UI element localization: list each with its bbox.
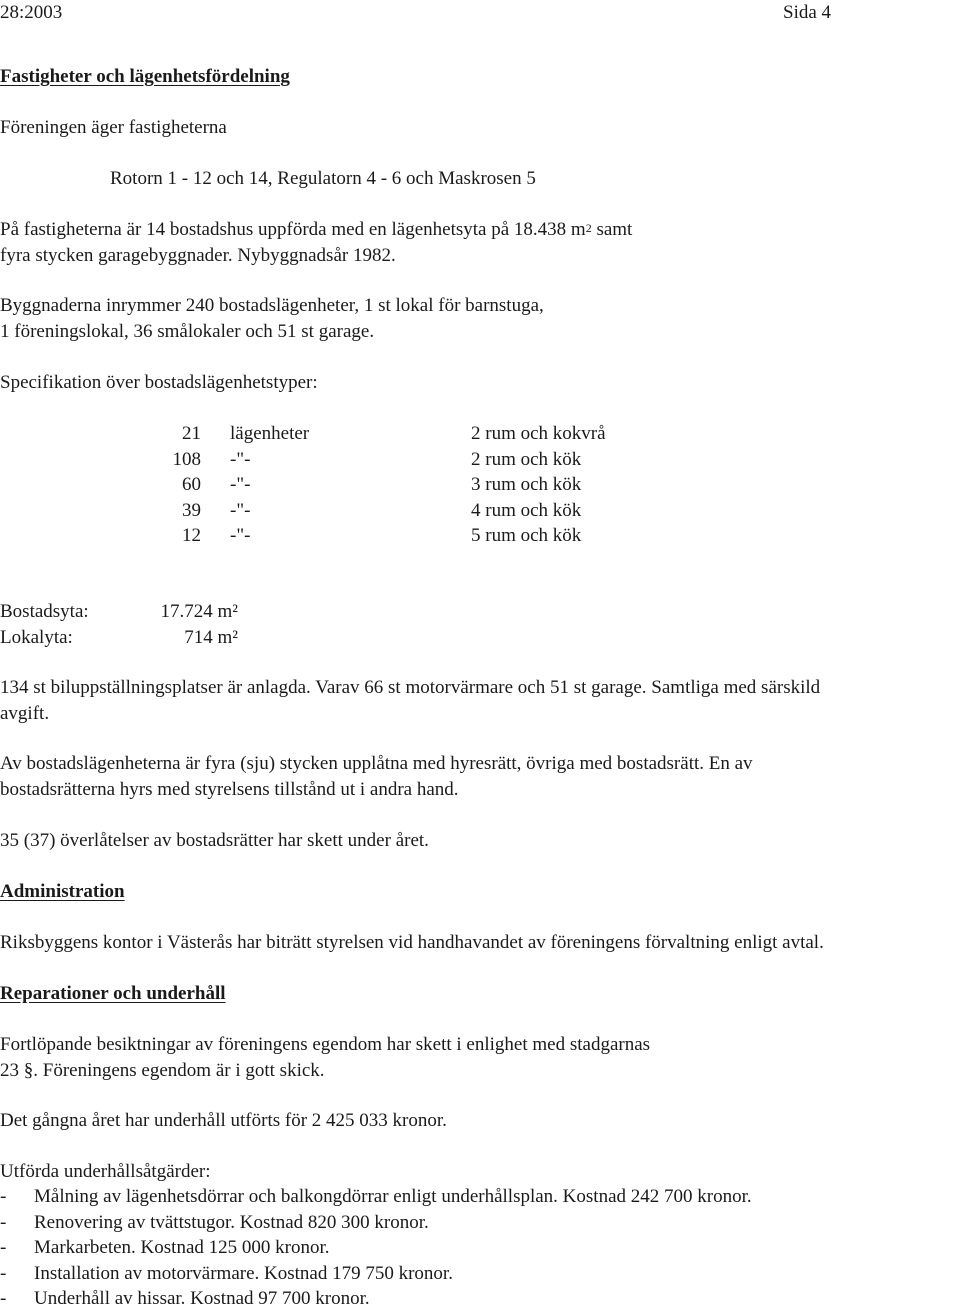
measures-label: Utförda underhållsåtgärder:	[0, 1161, 211, 1182]
list-item	[0, 1184, 752, 1210]
tenure-line1: Av bostadslägenheterna är fyra (sju) stycken upplåtna med hyresrätt, övriga med bostadsrätt. En av	[0, 753, 753, 774]
contents-paragraph	[0, 293, 544, 344]
apartment-unit: -"-	[230, 474, 251, 495]
apartment-type: 3 rum och kök	[471, 474, 582, 495]
square-superscript: 2	[585, 221, 592, 235]
apartment-type: 2 rum och kök	[471, 448, 582, 470]
parking-paragraph	[0, 675, 820, 726]
buildings-text-a: På fastigheterna är 14 bostadshus uppförda med en lägenhetsyta på 18.438 m	[0, 219, 586, 240]
area-value: 17.724 m²	[160, 601, 238, 622]
buildings-text-b: samt	[591, 219, 633, 240]
apartment-count: 60	[182, 474, 201, 495]
transfers-text: 35 (37) överlåtelser av bostadsrätter har skett under året.	[0, 830, 429, 851]
area-label: Bostadsyta:	[0, 601, 89, 622]
buildings-paragraph	[0, 217, 632, 268]
measure-text: Installation av motorvärmare. Kostnad 179 750 kronor.	[34, 1262, 453, 1284]
buildings-text-line2: fyra stycken garagebyggnader. Nybyggnadsår 1982.	[0, 244, 396, 266]
inspection-line1: Fortlöpande besiktningar av föreningens egendom har skett i enlighet med stadgarnas	[0, 1034, 651, 1055]
apartment-unit: lägenheter	[230, 423, 310, 444]
apartment-unit: -"-	[230, 448, 251, 470]
apartment-count: 39	[182, 499, 201, 521]
apartment-count: 12	[182, 525, 201, 546]
parking-line1: 134 st biluppställningsplatser är anlagda. Varav 66 st motorvärmare och 51 st garage. Samtliga med särskild	[0, 677, 821, 698]
measure-text: Markarbeten. Kostnad 125 000 kronor.	[34, 1237, 330, 1258]
measures-list	[0, 1184, 752, 1312]
parking-line2: avgift.	[0, 702, 50, 724]
apartment-type: 5 rum och kök	[471, 525, 582, 546]
tenure-line2: bostadsrätterna hyrs med styrelsens tillstånd ut i andra hand.	[0, 778, 459, 800]
document-number: 28:2003	[0, 2, 63, 23]
table-row	[0, 599, 238, 625]
tenure-paragraph	[0, 751, 753, 802]
list-item	[0, 1286, 752, 1312]
area-label: Lokalyta:	[0, 626, 73, 648]
page-number: Sida 4	[783, 2, 832, 23]
apartment-types-table	[165, 421, 606, 549]
specification-label: Specifikation över bostadslägenhetstyper:	[0, 372, 318, 393]
apartment-count: 21	[182, 423, 201, 444]
apartment-unit: -"-	[230, 499, 251, 521]
apartment-type: 4 rum och kök	[471, 499, 582, 521]
table-row	[165, 472, 606, 498]
bullet-dash: -	[0, 1211, 7, 1233]
measure-text: Målning av lägenhetsdörrar och balkongdörrar enligt underhållsplan. Kostnad 242 700 kronor.	[34, 1186, 752, 1207]
table-row	[165, 447, 606, 473]
apartment-count: 108	[172, 448, 201, 470]
table-row	[165, 498, 606, 524]
inspection-paragraph	[0, 1032, 650, 1083]
inspection-line2: 23 §. Föreningens egendom är i gott skick.	[0, 1059, 325, 1081]
contents-line1: Byggnaderna inrymmer 240 bostadslägenheter, 1 st lokal för barnstuga,	[0, 295, 544, 316]
table-row	[165, 421, 606, 447]
table-row	[165, 523, 606, 549]
bullet-dash: -	[0, 1262, 7, 1284]
bullet-dash: -	[0, 1237, 7, 1258]
administration-text: Riksbyggens kontor i Västerås har biträtt styrelsen vid handhavandet av föreningens förvaltning enligt avtal.	[0, 932, 824, 953]
measure-text: Renovering av tvättstugor. Kostnad 820 300 kronor.	[34, 1211, 429, 1233]
area-value: 714 m²	[184, 626, 238, 648]
apartment-unit: -"-	[230, 525, 251, 546]
section-heading-administration: Administration	[0, 881, 125, 902]
bullet-dash: -	[0, 1288, 7, 1309]
list-item	[0, 1210, 752, 1236]
table-row	[0, 625, 238, 651]
area-table	[0, 599, 238, 650]
list-item	[0, 1235, 752, 1261]
section-heading-maintenance: Reparationer och underhåll	[0, 983, 226, 1004]
bullet-dash: -	[0, 1186, 7, 1207]
contents-line2: 1 föreningslokal, 36 smålokaler och 51 st garage.	[0, 320, 375, 342]
properties-intro: Föreningen äger fastigheterna	[0, 117, 227, 138]
measure-text: Underhåll av hissar. Kostnad 97 700 kronor.	[34, 1288, 370, 1309]
list-item	[0, 1261, 752, 1287]
section-heading-properties: Fastigheter och lägenhetsfördelning	[0, 66, 290, 87]
property-list: Rotorn 1 - 12 och 14, Regulatorn 4 - 6 och Maskrosen 5	[110, 168, 536, 189]
apartment-type: 2 rum och kokvrå	[471, 423, 606, 444]
maintenance-cost-text: Det gångna året har underhåll utförts för 2 425 033 kronor.	[0, 1110, 447, 1131]
